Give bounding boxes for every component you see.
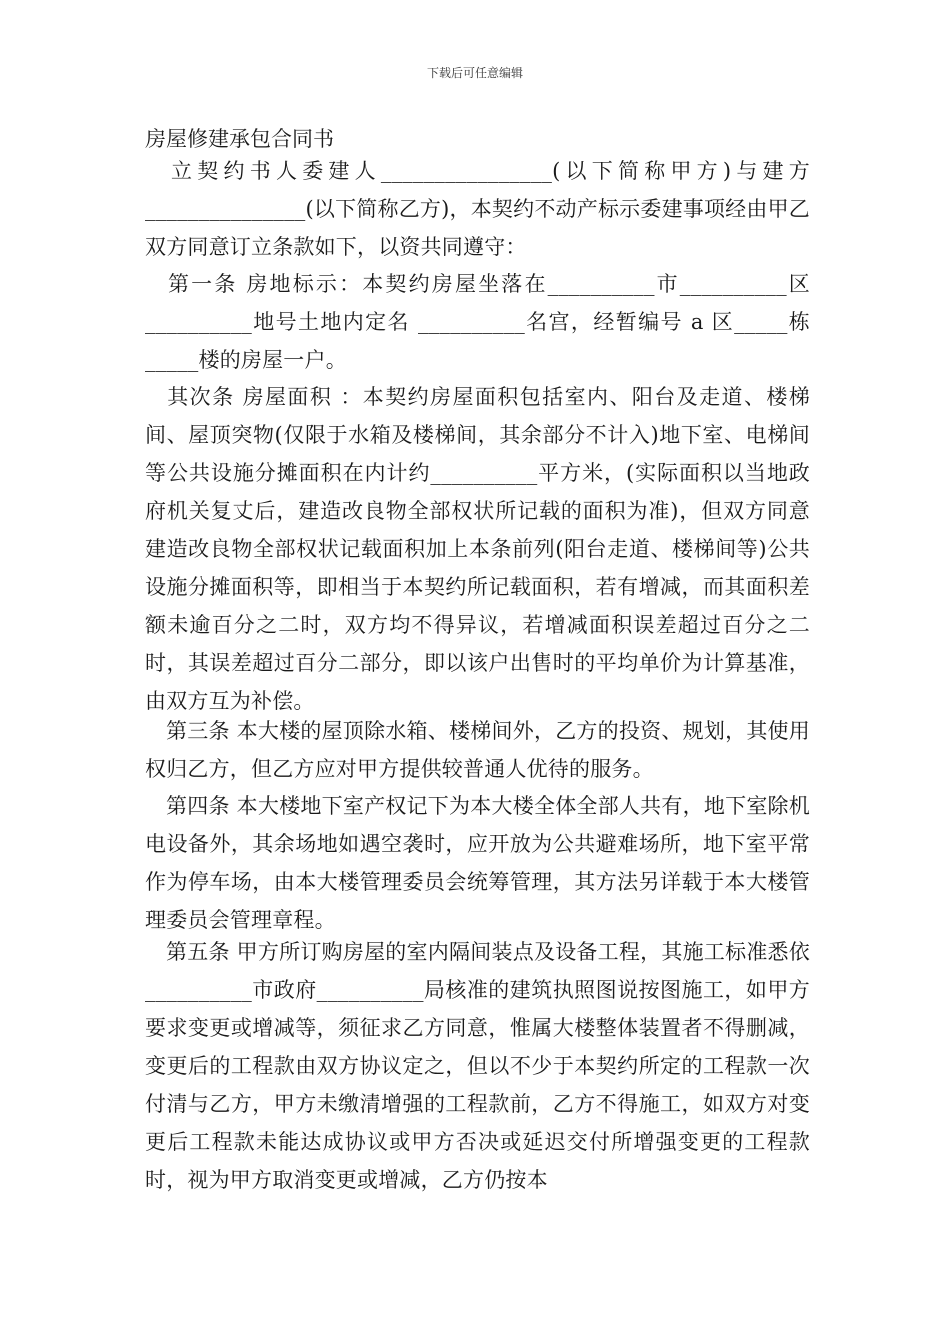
paragraph-article-4 bbox=[145, 787, 810, 939]
paragraph-text: 立契约书人委建人________________(以下简称甲方)与建方_______________(以下简称乙方)，本契约不动产标示委建事项经由甲乙双方同意订立条款如下，以资共同遵守： bbox=[145, 159, 810, 259]
paragraph-text: 第五条 甲方所订购房屋的室内隔间装点及设备工程，其施工标准悉依__________市政府__________局核准的建筑执照图说按图施工，如甲方要求变更或增减等，须征求乙方同意，惟属大楼整体装置者不得删减，变更后的工程款由双方协议定之，但以不少于本契约所定的工程款一次付清与乙方，甲方未缴清增强的工程款前，乙方不得施工，如双方对变更后工程款未能达成协议或甲方否决或延迟交付所增强变更的工程款时，视为甲方取消变更或增减，乙方仍按本 bbox=[145, 940, 810, 1192]
paragraph-article-2 bbox=[145, 378, 810, 720]
paragraph-intro bbox=[145, 152, 810, 266]
paragraph-text: 第四条 本大楼地下室产权记下为本大楼全体全部人共有，地下室除机电设备外，其余场地如遇空袭时，应开放为公共避难场所，地下室平常作为停车场，由本大楼管理委员会统筹管理，其方法另详载于本大楼管理委员会管理章程。 bbox=[145, 794, 810, 932]
paragraph-text: 第一条 房地标示：本契约房屋坐落在__________市__________区__________地号土地内定名 __________名宫，经暂编号 a 区_____栋_____楼的房屋一户。 bbox=[145, 272, 810, 372]
document-title: 房屋修建承包合同书 bbox=[145, 127, 334, 151]
paragraph-article-3 bbox=[145, 712, 810, 788]
paragraph-article-5 bbox=[145, 933, 810, 1199]
page-header: 下载后可任意编辑 bbox=[426, 66, 523, 80]
paragraph-text: 第三条 本大楼的屋顶除水箱、楼梯间外，乙方的投资、规划，其使用权归乙方，但乙方应对甲方提供较普通人优待的服务。 bbox=[145, 719, 810, 781]
paragraph-article-1 bbox=[145, 265, 810, 379]
paragraph-text: 其次条 房屋面积 ：本契约房屋面积包括室内、阳台及走道、楼梯间、屋顶突物(仅限于水箱及楼梯间，其余部分不计入)地下室、电梯间等公共设施分摊面积在内计约__________平方米，(实际面积以当地政府机关复丈后，建造改良物全部权状所记载的面积为准)，但双方同意建造改良物全部权状记载面积加上本条前列(阳台走道、楼梯间等)公共设施分摊面积等，即相当于本契约所记载面积，若有增减，而其面积差额未逾百分之二时，双方均不得异议，若增减面积误差超过百分之二时，其误差超过百分二部分，即以该户出售时的平均单价为计算基准，由双方互为补偿。 bbox=[145, 385, 810, 713]
